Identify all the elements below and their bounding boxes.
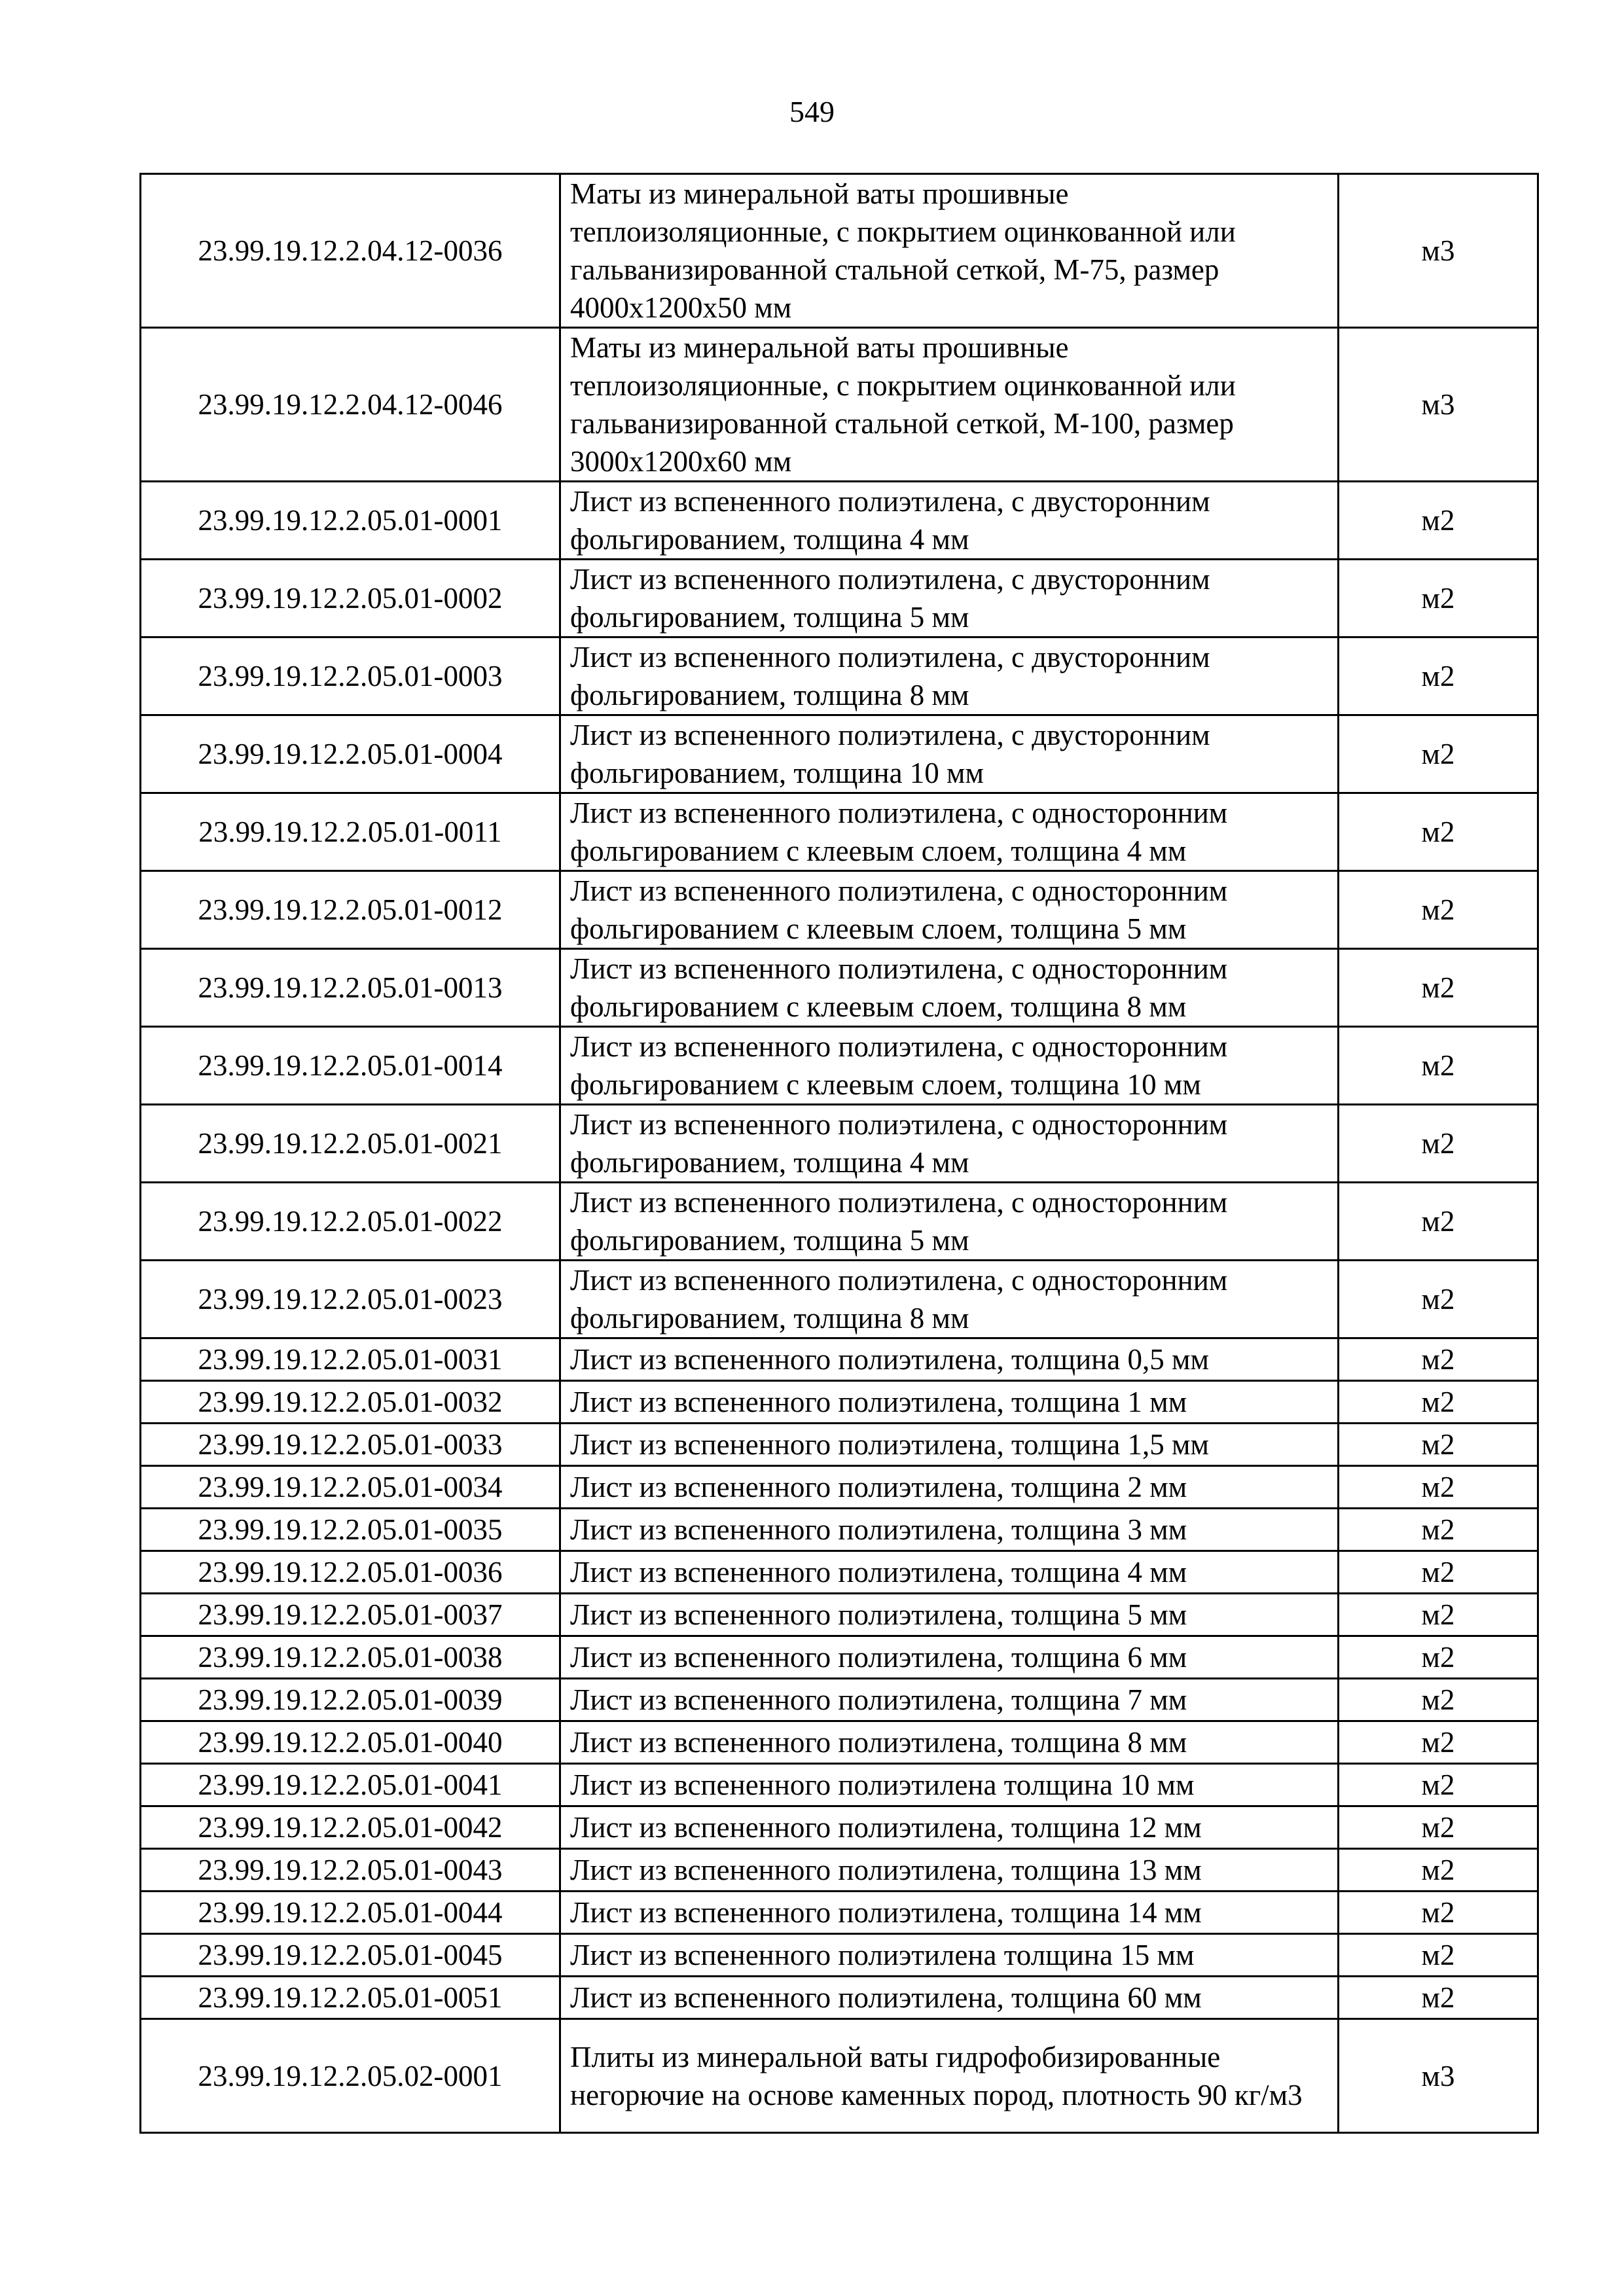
table-row [141,1892,1538,1934]
item-unit-cell: м3 [1339,328,1538,482]
item-unit-cell: м2 [1339,560,1538,637]
table-row [141,871,1538,949]
table-row [141,1105,1538,1183]
item-code-cell: 23.99.19.12.2.05.01-0031 [141,1338,560,1381]
item-unit-cell: м2 [1339,1636,1538,1679]
item-unit-cell: м2 [1339,1424,1538,1466]
item-unit-cell: м2 [1339,871,1538,949]
table-row [141,1466,1538,1509]
item-description-cell: Лист из вспененного полиэтилена, с двусторонним фольгированием, толщина 10 мм [560,715,1339,793]
item-code-cell: 23.99.19.12.2.05.01-0011 [141,793,560,871]
item-code-cell: 23.99.19.12.2.05.01-0022 [141,1183,560,1261]
item-description-cell: Лист из вспененного полиэтилена, толщина 7 мм [560,1679,1339,1721]
item-code-cell: 23.99.19.12.2.04.12-0046 [141,328,560,482]
item-unit-cell: м2 [1339,1551,1538,1594]
item-code-cell: 23.99.19.12.2.05.01-0036 [141,1551,560,1594]
item-description-cell: Лист из вспененного полиэтилена, толщина 2 мм [560,1466,1339,1509]
item-code-cell: 23.99.19.12.2.05.01-0002 [141,560,560,637]
table-row [141,793,1538,871]
item-unit-cell: м2 [1339,715,1538,793]
item-description-cell: Лист из вспененного полиэтилена, толщина 4 мм [560,1551,1339,1594]
table-row [141,1806,1538,1849]
item-code-cell: 23.99.19.12.2.05.01-0045 [141,1934,560,1977]
item-unit-cell: м2 [1339,949,1538,1027]
table-row [141,328,1538,482]
table-row [141,1027,1538,1105]
item-unit-cell: м2 [1339,1934,1538,1977]
item-unit-cell: м2 [1339,1892,1538,1934]
table-row [141,715,1538,793]
item-description-cell: Лист из вспененного полиэтилена, с односторонним фольгированием, толщина 8 мм [560,1261,1339,1338]
table-row [141,1934,1538,1977]
item-code-cell: 23.99.19.12.2.05.01-0037 [141,1594,560,1636]
item-code-cell: 23.99.19.12.2.05.01-0035 [141,1509,560,1551]
item-code-cell: 23.99.19.12.2.05.01-0043 [141,1849,560,1892]
item-description-cell: Лист из вспененного полиэтилена, с односторонним фольгированием с клеевым слоем, толщина 5 мм [560,871,1339,949]
item-description-cell: Лист из вспененного полиэтилена, с двусторонним фольгированием, толщина 8 мм [560,637,1339,715]
table-row [141,1509,1538,1551]
item-unit-cell: м2 [1339,482,1538,560]
item-description-cell: Лист из вспененного полиэтилена, толщина 13 мм [560,1849,1339,1892]
item-code-cell: 23.99.19.12.2.04.12-0036 [141,174,560,328]
item-unit-cell: м3 [1339,174,1538,328]
table-row [141,949,1538,1027]
item-description-cell: Лист из вспененного полиэтилена, с односторонним фольгированием, толщина 4 мм [560,1105,1339,1183]
materials-table [139,173,1539,2134]
item-description-cell: Плиты из минеральной ваты гидрофобизированные негорючие на основе каменных пород, плотность 90 кг/м3 [560,2019,1339,2133]
item-description-cell: Лист из вспененного полиэтилена, толщина 14 мм [560,1892,1339,1934]
table-row [141,1381,1538,1424]
item-description-cell: Лист из вспененного полиэтилена толщина 15 мм [560,1934,1339,1977]
item-unit-cell: м2 [1339,1261,1538,1338]
item-unit-cell: м2 [1339,793,1538,871]
item-code-cell: 23.99.19.12.2.05.01-0033 [141,1424,560,1466]
item-description-cell: Лист из вспененного полиэтилена, толщина 8 мм [560,1721,1339,1764]
table-row [141,1721,1538,1764]
table-row [141,1764,1538,1806]
item-code-cell: 23.99.19.12.2.05.01-0042 [141,1806,560,1849]
table-row [141,1424,1538,1466]
item-code-cell: 23.99.19.12.2.05.01-0004 [141,715,560,793]
table-row [141,1636,1538,1679]
item-unit-cell: м2 [1339,1721,1538,1764]
item-unit-cell: м2 [1339,1183,1538,1261]
item-code-cell: 23.99.19.12.2.05.01-0039 [141,1679,560,1721]
item-description-cell: Лист из вспененного полиэтилена, толщина 1,5 мм [560,1424,1339,1466]
item-unit-cell: м2 [1339,1679,1538,1721]
item-description-cell: Лист из вспененного полиэтилена, толщина 5 мм [560,1594,1339,1636]
item-description-cell: Лист из вспененного полиэтилена, с двусторонним фольгированием, толщина 5 мм [560,560,1339,637]
item-unit-cell: м2 [1339,1977,1538,2019]
table-row [141,1338,1538,1381]
item-unit-cell: м2 [1339,1764,1538,1806]
item-description-cell: Лист из вспененного полиэтилена, толщина 3 мм [560,1509,1339,1551]
item-unit-cell: м2 [1339,1594,1538,1636]
table-row [141,1183,1538,1261]
item-code-cell: 23.99.19.12.2.05.01-0023 [141,1261,560,1338]
item-unit-cell: м2 [1339,1509,1538,1551]
item-unit-cell: м2 [1339,1806,1538,1849]
item-code-cell: 23.99.19.12.2.05.01-0032 [141,1381,560,1424]
item-description-cell: Лист из вспененного полиэтилена, с двусторонним фольгированием, толщина 4 мм [560,482,1339,560]
item-unit-cell: м2 [1339,1849,1538,1892]
page-number: 549 [789,95,835,128]
table-row [141,1594,1538,1636]
table-row [141,1261,1538,1338]
item-description-cell: Лист из вспененного полиэтилена толщина 10 мм [560,1764,1339,1806]
item-code-cell: 23.99.19.12.2.05.01-0003 [141,637,560,715]
item-unit-cell: м2 [1339,1105,1538,1183]
table-row [141,560,1538,637]
item-unit-cell: м3 [1339,2019,1538,2133]
item-unit-cell: м2 [1339,1338,1538,1381]
table-row [141,637,1538,715]
item-description-cell: Лист из вспененного полиэтилена, с односторонним фольгированием с клеевым слоем, толщина 4 мм [560,793,1339,871]
table-row [141,2019,1538,2133]
table-row [141,174,1538,328]
item-code-cell: 23.99.19.12.2.05.01-0012 [141,871,560,949]
item-code-cell: 23.99.19.12.2.05.01-0044 [141,1892,560,1934]
item-description-cell: Лист из вспененного полиэтилена, толщина 6 мм [560,1636,1339,1679]
item-description-cell: Маты из минеральной ваты прошивные теплоизоляционные, с покрытием оцинкованной или гальванизированной стальной сеткой, М-100, размер 3000х1200х60 мм [560,328,1339,482]
materials-table-body [141,174,1538,2133]
item-description-cell: Лист из вспененного полиэтилена, с односторонним фольгированием с клеевым слоем, толщина 8 мм [560,949,1339,1027]
table-row [141,1551,1538,1594]
item-code-cell: 23.99.19.12.2.05.01-0001 [141,482,560,560]
item-code-cell: 23.99.19.12.2.05.01-0038 [141,1636,560,1679]
item-code-cell: 23.99.19.12.2.05.02-0001 [141,2019,560,2133]
item-description-cell: Маты из минеральной ваты прошивные теплоизоляционные, с покрытием оцинкованной или гальванизированной стальной сеткой, М-75, размер 4000х1200х50 мм [560,174,1339,328]
item-code-cell: 23.99.19.12.2.05.01-0021 [141,1105,560,1183]
table-row [141,1849,1538,1892]
table-row [141,1679,1538,1721]
item-unit-cell: м2 [1339,1381,1538,1424]
item-code-cell: 23.99.19.12.2.05.01-0040 [141,1721,560,1764]
item-code-cell: 23.99.19.12.2.05.01-0051 [141,1977,560,2019]
item-unit-cell: м2 [1339,1466,1538,1509]
table-row [141,482,1538,560]
item-unit-cell: м2 [1339,1027,1538,1105]
item-description-cell: Лист из вспененного полиэтилена, толщина 12 мм [560,1806,1339,1849]
item-description-cell: Лист из вспененного полиэтилена, толщина 1 мм [560,1381,1339,1424]
item-description-cell: Лист из вспененного полиэтилена, толщина 0,5 мм [560,1338,1339,1381]
table-row [141,1977,1538,2019]
item-description-cell: Лист из вспененного полиэтилена, с односторонним фольгированием с клеевым слоем, толщина 10 мм [560,1027,1339,1105]
item-code-cell: 23.99.19.12.2.05.01-0013 [141,949,560,1027]
item-code-cell: 23.99.19.12.2.05.01-0014 [141,1027,560,1105]
item-code-cell: 23.99.19.12.2.05.01-0041 [141,1764,560,1806]
item-description-cell: Лист из вспененного полиэтилена, толщина 60 мм [560,1977,1339,2019]
item-code-cell: 23.99.19.12.2.05.01-0034 [141,1466,560,1509]
item-unit-cell: м2 [1339,637,1538,715]
item-description-cell: Лист из вспененного полиэтилена, с односторонним фольгированием, толщина 5 мм [560,1183,1339,1261]
